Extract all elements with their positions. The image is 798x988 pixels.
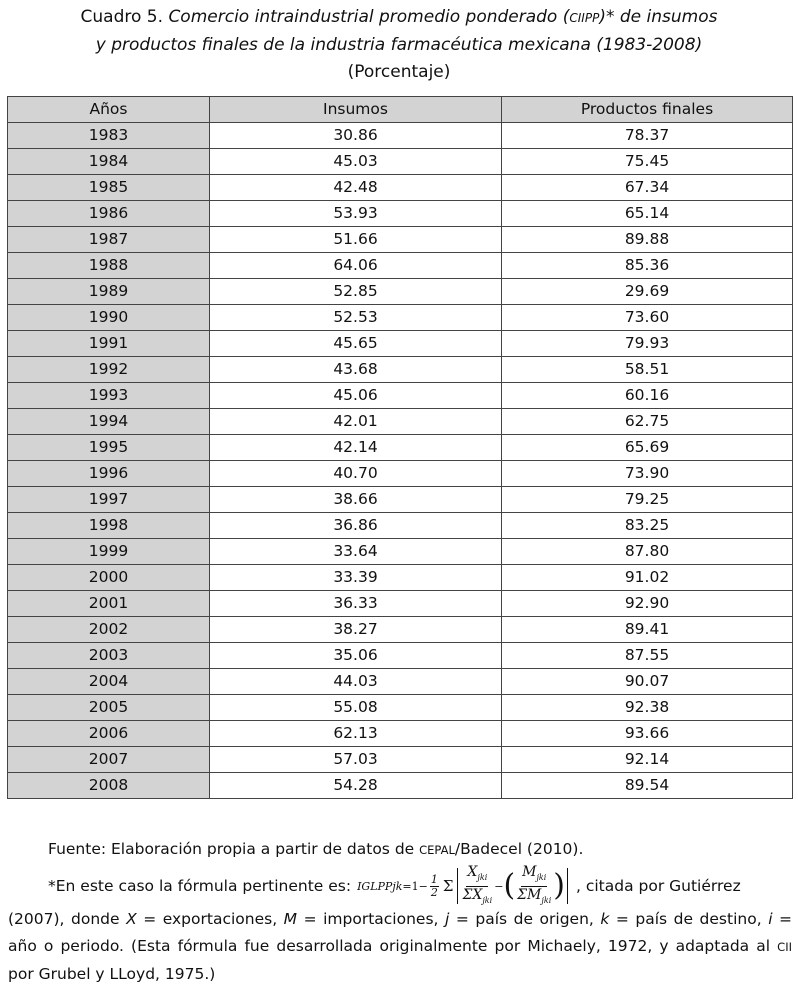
cell-final-products: 73.90 [502, 461, 793, 487]
caption-abbreviation: CIIPP [569, 11, 600, 25]
note-after-formula: , citada por Gutiérrez [576, 876, 741, 895]
caption-title-part-a: Comercio intraindustrial promedio ponderado ( [168, 7, 570, 27]
caption-line-2: y productos finales de la industria farmacéutica mexicana (1983-2008) [95, 35, 703, 55]
cell-final-products: 90.07 [502, 669, 793, 695]
cell-final-products: 83.25 [502, 513, 793, 539]
formula-export-fraction [462, 864, 492, 909]
cell-year: 1991 [8, 331, 210, 357]
table-row [8, 279, 793, 305]
cell-inputs: 36.33 [210, 591, 502, 617]
header-inputs: Insumos [210, 97, 502, 123]
cell-inputs: 64.06 [210, 253, 502, 279]
formula-sum-symbol: Σ [442, 876, 454, 895]
formula-x-numerator [466, 864, 488, 887]
cell-final-products: 79.93 [502, 331, 793, 357]
formula-half-numerator: 1 [430, 872, 438, 886]
formula-lhs: IGLPPjk [357, 879, 403, 893]
table-row [8, 461, 793, 487]
cell-inputs: 54.28 [210, 773, 502, 799]
cell-year: 1983 [8, 123, 210, 149]
cell-final-products: 67.34 [502, 175, 793, 201]
table-row [8, 357, 793, 383]
cell-inputs: 57.03 [210, 747, 502, 773]
cell-year: 1994 [8, 409, 210, 435]
note-text-3: = importaciones, [297, 910, 445, 928]
cell-year: 1986 [8, 201, 210, 227]
cell-year: 2001 [8, 591, 210, 617]
table-row [8, 383, 793, 409]
table-row [8, 643, 793, 669]
cell-year: 1989 [8, 279, 210, 305]
cell-inputs: 43.68 [210, 357, 502, 383]
table-row [8, 331, 793, 357]
table-row [8, 149, 793, 175]
formula-m-numerator [521, 864, 547, 887]
cell-year: 2000 [8, 565, 210, 591]
note-body [8, 906, 792, 988]
table-row [8, 175, 793, 201]
note-text-8: por Grubel y LLoyd, 1975.) [8, 965, 216, 983]
cell-final-products: 89.54 [502, 773, 793, 799]
cell-year: 1988 [8, 253, 210, 279]
cell-year: 2008 [8, 773, 210, 799]
cell-inputs: 55.08 [210, 695, 502, 721]
cell-year: 1985 [8, 175, 210, 201]
cell-final-products: 78.37 [502, 123, 793, 149]
caption-label: Cuadro 5. [80, 7, 164, 27]
var-i: i [768, 910, 773, 928]
table-row [8, 409, 793, 435]
note-text-4: = país de origen, [449, 910, 601, 928]
header-years: Años [8, 97, 210, 123]
table-header-row [8, 97, 793, 123]
cell-final-products: 29.69 [502, 279, 793, 305]
cell-year: 1993 [8, 383, 210, 409]
cell-final-products: 92.90 [502, 591, 793, 617]
formula-m-den-subscript: jki [541, 895, 552, 905]
var-j: j [445, 910, 450, 928]
var-x: X [126, 910, 137, 928]
table-row [8, 669, 793, 695]
cell-year: 2002 [8, 617, 210, 643]
cell-final-products: 89.41 [502, 617, 793, 643]
cell-inputs: 45.03 [210, 149, 502, 175]
cell-inputs: 53.93 [210, 201, 502, 227]
var-k: k [600, 910, 610, 928]
formula-paren-right: ) [553, 868, 565, 903]
cell-year: 2005 [8, 695, 210, 721]
formula-m-symbol: M [522, 863, 537, 880]
source-note [48, 838, 583, 861]
cell-inputs: 33.39 [210, 565, 502, 591]
cell-inputs: 38.27 [210, 617, 502, 643]
source-prefix: Fuente: Elaboración propia a partir de datos de [48, 840, 420, 858]
note-text-6: = año o periodo. (Esta fórmula fue desarrollada originalmente por Michaely, 1972, y adaptada [8, 910, 793, 955]
cell-year: 2006 [8, 721, 210, 747]
cell-year: 1998 [8, 513, 210, 539]
cell-final-products: 75.45 [502, 149, 793, 175]
note-text-5: = país de destino, [609, 910, 762, 928]
cell-inputs: 52.53 [210, 305, 502, 331]
formula-note [8, 863, 793, 988]
cell-inputs: 42.48 [210, 175, 502, 201]
cell-year: 1984 [8, 149, 210, 175]
table-row [8, 591, 793, 617]
cell-final-products: 87.80 [502, 539, 793, 565]
table-row [8, 513, 793, 539]
cell-year: 1990 [8, 305, 210, 331]
formula-minus: − [494, 879, 504, 893]
cell-final-products: 65.69 [502, 435, 793, 461]
header-final-products: Productos finales [502, 97, 793, 123]
source-org: CEPAL [419, 843, 455, 857]
cell-year: 1992 [8, 357, 210, 383]
table-row [8, 435, 793, 461]
cell-year: 1999 [8, 539, 210, 565]
cell-year: 2003 [8, 643, 210, 669]
caption-unit: (Porcentaje) [347, 62, 451, 82]
table-row [8, 487, 793, 513]
cell-inputs: 45.65 [210, 331, 502, 357]
cell-inputs: 38.66 [210, 487, 502, 513]
cell-year: 1987 [8, 227, 210, 253]
formula-half-denominator: 2 [430, 885, 438, 899]
note-first-line [8, 863, 792, 906]
note-text-2: = exportaciones, [136, 910, 284, 928]
formula-x-symbol: X [467, 863, 478, 880]
table-row [8, 539, 793, 565]
note-lead: *En este caso la fórmula pertinente es: [48, 876, 352, 895]
caption-title-part-b: )* de insumos [599, 7, 718, 27]
formula-equals: =1− [402, 879, 428, 893]
formula-abs-right [567, 868, 568, 904]
cell-inputs: 35.06 [210, 643, 502, 669]
formula-x-subscript: jki [477, 872, 488, 882]
note-abbreviation: CII [777, 940, 792, 954]
table-row [8, 773, 793, 799]
cell-year: 1995 [8, 435, 210, 461]
source-suffix: /Badecel (2010). [454, 840, 584, 858]
cell-inputs: 40.70 [210, 461, 502, 487]
table-row [8, 305, 793, 331]
cell-final-products: 60.16 [502, 383, 793, 409]
formula-x-den-subscript: jki [482, 895, 493, 905]
cell-final-products: 85.36 [502, 253, 793, 279]
table-caption [0, 4, 798, 86]
caption-line-1 [0, 4, 798, 32]
trade-table [7, 96, 793, 799]
formula [357, 864, 570, 909]
table-row [8, 721, 793, 747]
cell-inputs: 30.86 [210, 123, 502, 149]
cell-final-products: 65.14 [502, 201, 793, 227]
table-row [8, 253, 793, 279]
formula-import-fraction [517, 864, 551, 909]
cell-final-products: 92.38 [502, 695, 793, 721]
table-row [8, 565, 793, 591]
cell-final-products: 91.02 [502, 565, 793, 591]
cell-final-products: 87.55 [502, 643, 793, 669]
cell-inputs: 36.86 [210, 513, 502, 539]
cell-inputs: 44.03 [210, 669, 502, 695]
table-row [8, 123, 793, 149]
cell-year: 1997 [8, 487, 210, 513]
table-row [8, 617, 793, 643]
cell-year: 2007 [8, 747, 210, 773]
note-text-7: al [756, 937, 778, 955]
cell-final-products: 92.14 [502, 747, 793, 773]
cell-inputs: 45.06 [210, 383, 502, 409]
cell-inputs: 33.64 [210, 539, 502, 565]
cell-inputs: 51.66 [210, 227, 502, 253]
cell-final-products: 79.25 [502, 487, 793, 513]
cell-final-products: 62.75 [502, 409, 793, 435]
table-row [8, 227, 793, 253]
cell-final-products: 89.88 [502, 227, 793, 253]
formula-paren-left: ( [503, 868, 516, 903]
formula-m-sum-symbol: ΣM [517, 886, 542, 903]
formula-abs-left [457, 868, 458, 904]
var-m: M [283, 910, 298, 928]
table-row [8, 201, 793, 227]
cell-year: 2004 [8, 669, 210, 695]
formula-half [430, 874, 439, 899]
table-body [8, 123, 793, 799]
cell-inputs: 42.14 [210, 435, 502, 461]
cell-final-products: 73.60 [502, 305, 793, 331]
cell-final-products: 58.51 [502, 357, 793, 383]
cell-year: 1996 [8, 461, 210, 487]
formula-m-subscript: jki [536, 872, 547, 882]
note-text-1: (2007), donde [8, 910, 127, 928]
cell-inputs: 52.85 [210, 279, 502, 305]
formula-x-sum-symbol: ΣX [462, 886, 483, 903]
cell-inputs: 42.01 [210, 409, 502, 435]
table-row [8, 747, 793, 773]
table-row [8, 695, 793, 721]
cell-inputs: 62.13 [210, 721, 502, 747]
cell-final-products: 93.66 [502, 721, 793, 747]
